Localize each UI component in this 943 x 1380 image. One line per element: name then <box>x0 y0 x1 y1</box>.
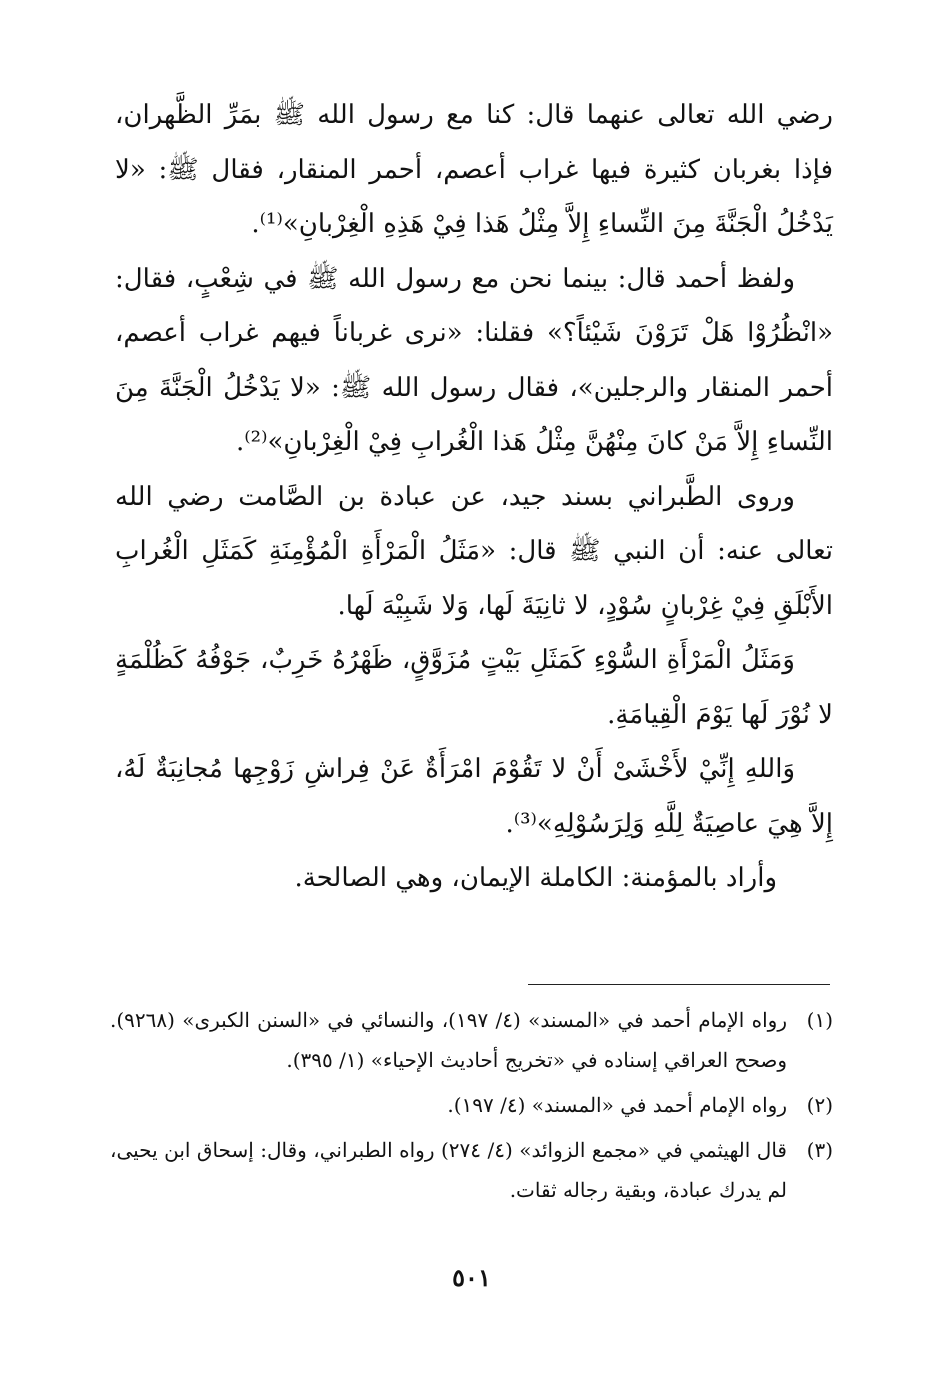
footnotes <box>110 1000 833 1215</box>
paragraph-1: رضي الله تعالى عنهما قال: كنا مع رسول الله ﷺ بمَرِّ الظَّهران، فإذا بغربان كثيرة فيها غراب أعصم، أحمر المنقار، فقال ﷺ: «لا يَدْخُلُ الْجَنَّةَ مِنَ النِّساءِ إِلاَّ مِثْلُ هَذا فِيْ هَذِهِ الْغِرْبانِ»⁽¹⁾. <box>115 100 833 239</box>
footnote-number: (١) <box>806 1008 833 1032</box>
footnote-2 <box>110 1085 833 1125</box>
main-text <box>115 88 833 906</box>
paragraph-5: وَاللهِ إِنِّيْ لأَخْشَىْ أَنْ لا تَقُوْمَ امْرَأَةٌ عَنْ فِراشِ زَوْجِها مُجانِبَةٌ لَهُ، إِلاَّ هِيَ عاصِيَةٌ لِلَّهِ وَلِرَسُوْلِهِ»⁽³⁾. <box>115 754 833 839</box>
footnote-number: (٣) <box>806 1138 833 1162</box>
paragraph-3: وروى الطَّبراني بسند جيد، عن عبادة بن الصَّامت رضي الله تعالى عنه: أن النبي ﷺ قال: «مَثَلُ الْمَرْأَةِ الْمُؤْمِنَةِ كَمَثَلِ الْغُرابِ الأَبْلَقِ فِيْ غِرْبانٍ سُوْدٍ، لا ثانِيَةَ لَها، وَلا شَبِيْهَ لَها. <box>115 481 833 621</box>
page-number: ٥٠١ <box>452 1263 491 1292</box>
footnote-1 <box>110 1000 833 1080</box>
footnote-separator <box>528 984 830 985</box>
footnote-number: (٢) <box>806 1093 833 1117</box>
footnote-3 <box>110 1130 833 1210</box>
paragraph-6: وأراد بالمؤمنة: الكاملة الإيمان، وهي الصالحة. <box>294 863 777 893</box>
paragraph-4: وَمَثَلُ الْمَرْأَةِ السُّوْءِ كَمَثَلِ بَيْتٍ مُزَوَّقٍ، ظَهْرُهُ خَرِبٌ، جَوْفُهُ كَظُلْمَةٍ لا نُوْرَ لَها يَوْمَ الْقِيامَةِ. <box>115 645 833 730</box>
paragraph-2: ولفظ أحمد قال: بينما نحن مع رسول الله ﷺ في شِعْبٍ، فقال: «انْظُرُوْا هَلْ تَرَوْنَ شَيْئاً؟» فقلنا: «نرى غرباناً فيهم غراب أعصم، أحمر المنقار والرجلين»، فقال رسول الله ﷺ: «لا يَدْخُلُ الْجَنَّةَ مِنَ النِّساءِ إِلاَّ مَنْ كانَ مِنْهُنَّ مِثْلُ هَذا الْغُرابِ فِيْ الْغِرْبانِ»⁽²⁾. <box>115 263 833 457</box>
footnote-text: قال الهيثمي في «مجمع الزوائد» (٤/ ٢٧٤) رواه الطبراني، وقال: إسحاق ابن يحيى، لم يدرك عبادة، وبقية رجاله ثقات. <box>110 1138 787 1202</box>
footnote-text: رواه الإمام أحمد في «المسند» (٤/ ١٩٧)، والنسائي في «السنن الكبرى» (٩٢٦٨). وصحح العراقي إسناده في «تخريج أحاديث الإحياء» (١/ ٣٩٥). <box>110 1008 787 1072</box>
footnote-text: رواه الإمام أحمد في «المسند» (٤/ ١٩٧). <box>447 1093 787 1117</box>
